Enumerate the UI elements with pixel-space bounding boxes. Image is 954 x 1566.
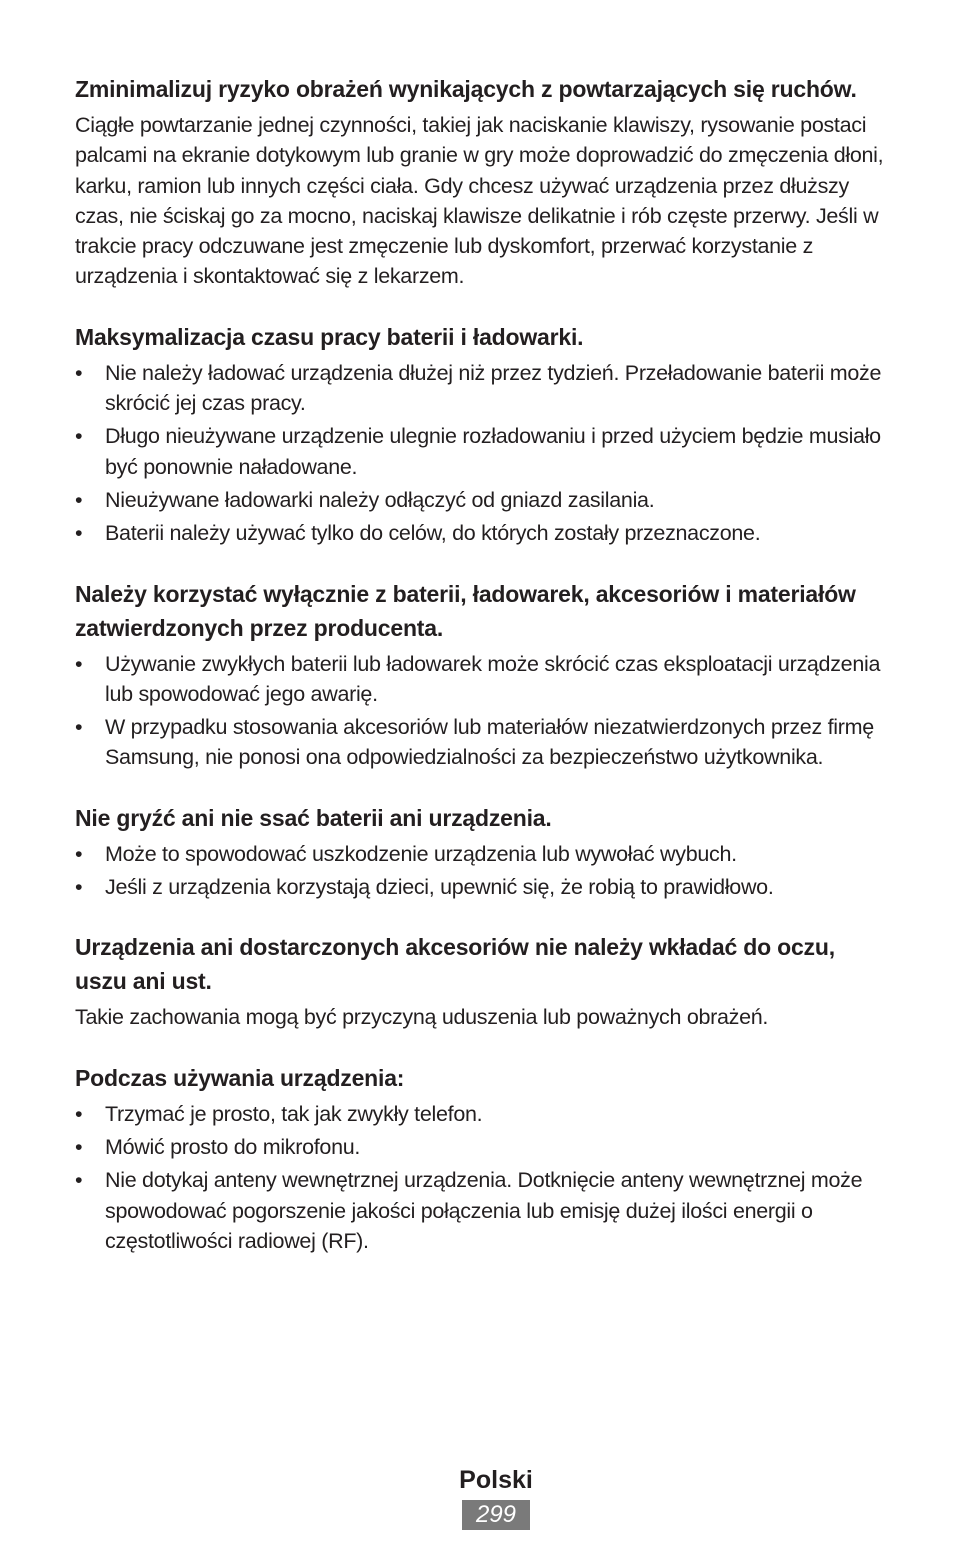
section-approved-accessories bbox=[75, 577, 885, 773]
bullet-icon: • bbox=[75, 651, 83, 676]
section-during-use bbox=[75, 1061, 885, 1256]
bullet-list bbox=[75, 649, 885, 773]
bullet-icon: • bbox=[75, 715, 83, 740]
list-item-text: Mówić prosto do mikrofonu. bbox=[105, 1134, 361, 1159]
list-item bbox=[75, 421, 885, 482]
list-item bbox=[75, 1132, 885, 1162]
list-item-text: W przypadku stosowania akcesoriów lub materiałów niezatwierdzonych przez firmę Samsung, nie ponosi ona odpowiedzialności za bezpieczeństwo użytkownika. bbox=[105, 715, 874, 770]
bullet-icon: • bbox=[75, 487, 83, 512]
language-label: Polski bbox=[459, 1466, 533, 1494]
section-heading: Podczas używania urządzenia: bbox=[75, 1064, 405, 1091]
section-no-insertion bbox=[75, 930, 885, 1032]
section-heading: Maksymalizacja czasu pracy baterii i ładowarki. bbox=[75, 323, 584, 350]
list-item-text: Używanie zwykłych baterii lub ładowarek może skrócić czas eksploatacji urządzenia lub spowodować jego awarię. bbox=[105, 651, 881, 706]
bullet-list bbox=[75, 1099, 885, 1256]
list-item-text: Nieużywane ładowarki należy odłączyć od gniazd zasilania. bbox=[105, 487, 655, 512]
section-heading: Należy korzystać wyłącznie z baterii, ładowarek, akcesoriów i materiałów zatwierdzonych przez producenta. bbox=[75, 580, 856, 641]
list-item-text: Jeśli z urządzenia korzystają dzieci, upewnić się, że robią to prawidłowo. bbox=[105, 875, 774, 900]
list-item bbox=[75, 872, 885, 902]
list-item bbox=[75, 518, 885, 548]
list-item bbox=[75, 649, 885, 710]
list-item-text: Może to spowodować uszkodzenie urządzenia lub wywołać wybuch. bbox=[105, 841, 737, 866]
list-item-text: Baterii należy używać tylko do celów, do których zostały przeznaczone. bbox=[105, 521, 761, 546]
bullet-icon: • bbox=[75, 1168, 83, 1193]
list-item-text: Długo nieużywane urządzenie ulegnie rozładowaniu i przed użyciem będzie musiało być ponownie naładowane. bbox=[105, 424, 881, 479]
bullet-icon: • bbox=[75, 1134, 83, 1159]
bullet-icon: • bbox=[75, 360, 83, 385]
page-number: 299 bbox=[462, 1500, 530, 1530]
bullet-icon: • bbox=[75, 875, 83, 900]
section-heading: Zminimalizuj ryzyko obrażeń wynikających z powtarzających się ruchów. bbox=[75, 76, 857, 102]
bullet-icon: • bbox=[75, 521, 83, 546]
section-paragraph: Takie zachowania mogą być przyczyną uduszenia lub poważnych obrażeń. bbox=[75, 1005, 769, 1030]
section-paragraph: Ciągłe powtarzanie jednej czynności, takiej jak naciskanie klawiszy, rysowanie postaci palcami na ekranie dotykowym lub granie w gry może doprowadzić do zmęczenia dłoni, karku, ramion lub innych części ciała. Gdy chcesz używać urządzenia przez dłuższy czas, nie ściskaj go za mocno, naciskaj klawisze delikatnie i rób częste przerwy. Jeśli w trakcie pracy odczuwane jest zmęczenie lub dyskomfort, przerwać korzystanie z urządzenia i skontaktować się z lekarzem. bbox=[75, 113, 884, 289]
bullet-list bbox=[75, 358, 885, 549]
page-footer bbox=[0, 1464, 954, 1530]
list-item bbox=[75, 839, 885, 869]
bullet-icon: • bbox=[75, 1101, 83, 1126]
section-repetitive-motion bbox=[75, 72, 885, 292]
section-battery-life bbox=[75, 320, 885, 549]
bullet-icon: • bbox=[75, 841, 83, 866]
section-heading: Nie gryźć ani nie ssać baterii ani urządzenia. bbox=[75, 804, 552, 831]
list-item-text: Nie należy ładować urządzenia dłużej niż przez tydzień. Przeładowanie baterii może skrócić jej czas pracy. bbox=[105, 360, 882, 416]
list-item bbox=[75, 485, 885, 515]
bullet-icon: • bbox=[75, 424, 83, 449]
list-item bbox=[75, 712, 885, 773]
document-body bbox=[75, 72, 885, 1284]
list-item-text: Nie dotykaj anteny wewnętrznej urządzenia. Dotknięcie anteny wewnętrznej może spowodować pogorszenie jakości połączenia lub emisję dużej ilości energii o częstotliwości radiowej (RF). bbox=[105, 1168, 863, 1253]
section-heading: Urządzenia ani dostarczonych akcesoriów nie należy wkładać do oczu, uszu ani ust. bbox=[75, 934, 835, 995]
list-item-text: Trzymać je prosto, tak jak zwykły telefon. bbox=[105, 1101, 483, 1126]
section-no-biting bbox=[75, 801, 885, 903]
list-item bbox=[75, 1165, 885, 1256]
list-item bbox=[75, 1099, 885, 1129]
list-item bbox=[75, 358, 885, 419]
bullet-list bbox=[75, 839, 885, 903]
